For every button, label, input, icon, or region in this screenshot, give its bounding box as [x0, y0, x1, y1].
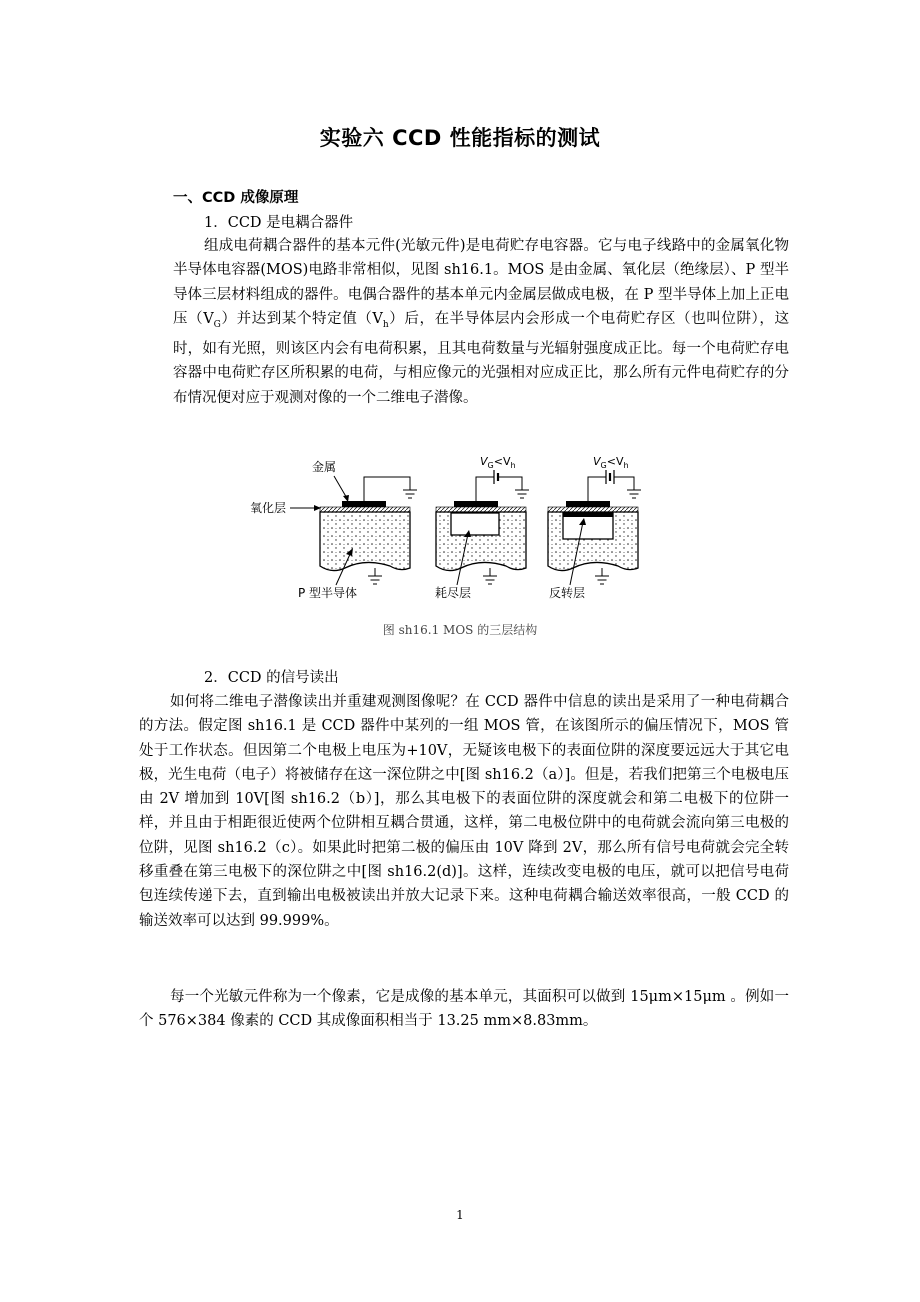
subsection-heading-2: 2．CCD 的信号读出	[204, 670, 339, 686]
paragraph-signal-readout: 如何将二维电子潜像读出并重建观测图像呢？在 CCD 器件中信息的读出是采用了一种电荷耦合的方法。假定图 sh16.1 是 CCD 器件中某列的一组 MOS 管，在该图所示的偏压情况下，MOS 管处于工作状态。但因第二个电极上电压为+10V，无疑该电极下的表面位阱的深度要远远大于其它电极，光生电荷（电子）将被储存在这一深位阱之中[图 sh16.2（a）]。但是，若我们把第三个电极电压由 2V 增加到 10V[图 sh16.2（b）]，那么其电极下的表面位阱的深度就会和第二电极下的位阱一样，并且由于相距很近使两个位阱相互耦合贯通，这样，第二电极位阱中的电荷就会流向第三电极的位阱，见图 sh16.2（c）。如果此时把第二极的偏压由 10V 降到 2V，那么所有信号电荷就会完全转移重叠在第三电极下的深位阱之中[图 sh16.2(d)]。这样，连续改变电极的电压，就可以把信号电荷包连续传递下去，直到输出电极被读出并放大记录下来。这种电荷耦合输送效率很高，一般 CCD 的输送效率可以达到 99.999%。	[139, 694, 789, 929]
mos-cell-3	[548, 455, 641, 600]
label-oxide: 氧化层	[250, 501, 287, 515]
label-p-semiconductor: P 型半导体	[298, 586, 358, 600]
page-number: 1	[456, 1208, 464, 1222]
paragraph-ccd-principle: 组成电荷耦合器件的基本元件(光敏元件)是电荷贮存电容器。它与电子线路中的金属氧化物半导体电容器(MOS)电路非常相似，见图 sh16.1。MOS 是由金属、氧化层（绝缘层）、P 型半导体三层材料组成的器件。电偶合器件的基本单元内金属层做成电极，在 P 型半导体上加上正电压$(V_G)$并达到某个特定值$(V_h)$后，在半导体层内会形成一个电荷贮存区（也叫位阱），这时，如有光照，则该区内会有电荷积累，且其电荷数量与光辐射强度成正比。每一个电荷贮存电容器中电荷贮存区所积累的电荷，与相应像元的光强相对应成正比，那么所有元件电荷贮存的分布情况便对应于观测对像的一个二维电子潜像。	[173, 238, 789, 406]
label-depletion: 耗尽层	[435, 586, 472, 600]
label-metal: 金属	[312, 460, 337, 474]
paragraph-pixel: 每一个光敏元件称为一个像素，它是成像的基本单元，其面积可以做到 15μm×15μm 。例如一个 576×384 像素的 CCD 其成像面积相当于 13.25 mm×8.83mm。	[139, 989, 789, 1030]
mos-structure-figure	[250, 446, 670, 606]
label-inversion: 反转层	[549, 586, 586, 600]
mos-cell-2	[435, 455, 529, 600]
section-heading: 一、CCD 成像原理	[173, 190, 299, 206]
figure-caption: 图 sh16.1 MOS 的三层结构	[382, 623, 538, 637]
voltage-label-3: $V_G<V_h$	[593, 455, 629, 470]
subsection-heading-1: 1．CCD 是电耦合器件	[204, 215, 354, 231]
page-title: 实验六 CCD 性能指标的测试	[319, 126, 601, 150]
voltage-label-2: $V_G<V_h$	[480, 455, 516, 470]
mos-cell-1	[250, 459, 417, 600]
